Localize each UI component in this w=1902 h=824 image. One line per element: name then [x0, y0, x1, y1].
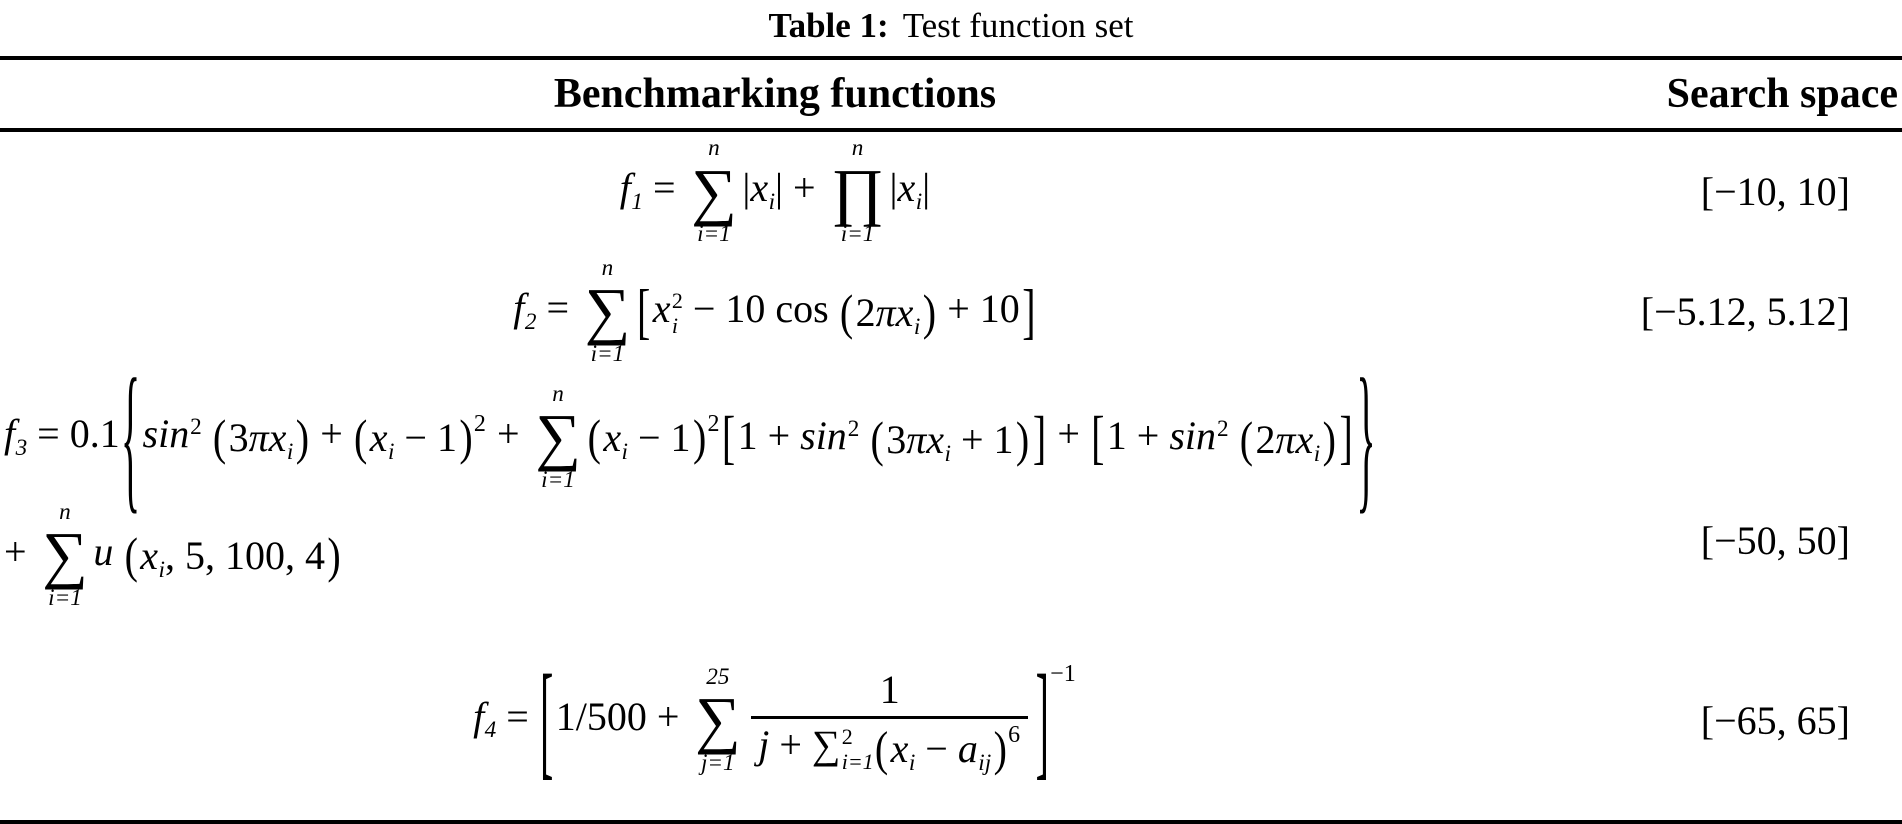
formula-cell-f1 [0, 132, 1550, 252]
table-caption-label: Table 1: [768, 6, 889, 45]
table-bottom-rule [0, 820, 1902, 824]
table-caption-text: Test function set [902, 6, 1134, 45]
search-space-value-f4: [−65, 65] [1700, 698, 1850, 744]
big-operator: 25 ∑ j=1 [695, 663, 741, 777]
table-caption [0, 0, 1902, 56]
formula-cell-f4 [0, 622, 1550, 820]
search-space-value-f2: [−5.12, 5.12] [1640, 289, 1850, 335]
search-space-value-f3: [−50, 50] [1700, 517, 1850, 563]
big-operator: n ∑ i=1 [535, 380, 581, 494]
formula-f2: f2 = n ∑ i=1 [ x 2 i − 10 cos ( 2πxi ) + 10 ] [513, 254, 1036, 368]
formula-cell-f2 [0, 252, 1550, 372]
formula-f1: f1 = n ∑ i=1 |xi| + n ∏ i=1 |xi| [619, 135, 931, 248]
search-space-value-f1: [−10, 10] [1700, 169, 1850, 215]
big-operator: n ∑ i=1 [42, 498, 88, 611]
formula-f4: f4 = [ 1/500 + 25 ∑ j=1 1 j + ∑ 2 i=1 ( xi − aij ) 6 ] −1 [473, 646, 1076, 792]
table-row [0, 343, 1902, 622]
formula-f3: f3 = 0.1 { $\sin^2$ ( 3πxi ) + ( xi − 1 ) 2 + n ∑ i=1 ( xi − 1 ) 2 [ $1 + \sin^2$ ( 3πxi + 1 ) ] + [ $1 + \sin^2$ ( 2πxi ) ] } + n ∑ i=1 u ( xi, 5, 100, 4 ) [4, 343, 1376, 611]
table-row [0, 252, 1902, 372]
table-row [0, 132, 1902, 252]
column-header-search-space: Search space [1666, 71, 1898, 117]
column-header-benchmarking-functions: Benchmarking functions [553, 71, 997, 117]
formula-cell-f3 [0, 343, 1550, 622]
big-operator: n ∑ i=1 [584, 254, 631, 368]
table-header-row [0, 60, 1902, 128]
big-operator: n ∏ i=1 [831, 135, 884, 248]
table-row [0, 622, 1902, 820]
big-operator: n ∑ i=1 [691, 135, 737, 248]
table-body [0, 132, 1902, 820]
